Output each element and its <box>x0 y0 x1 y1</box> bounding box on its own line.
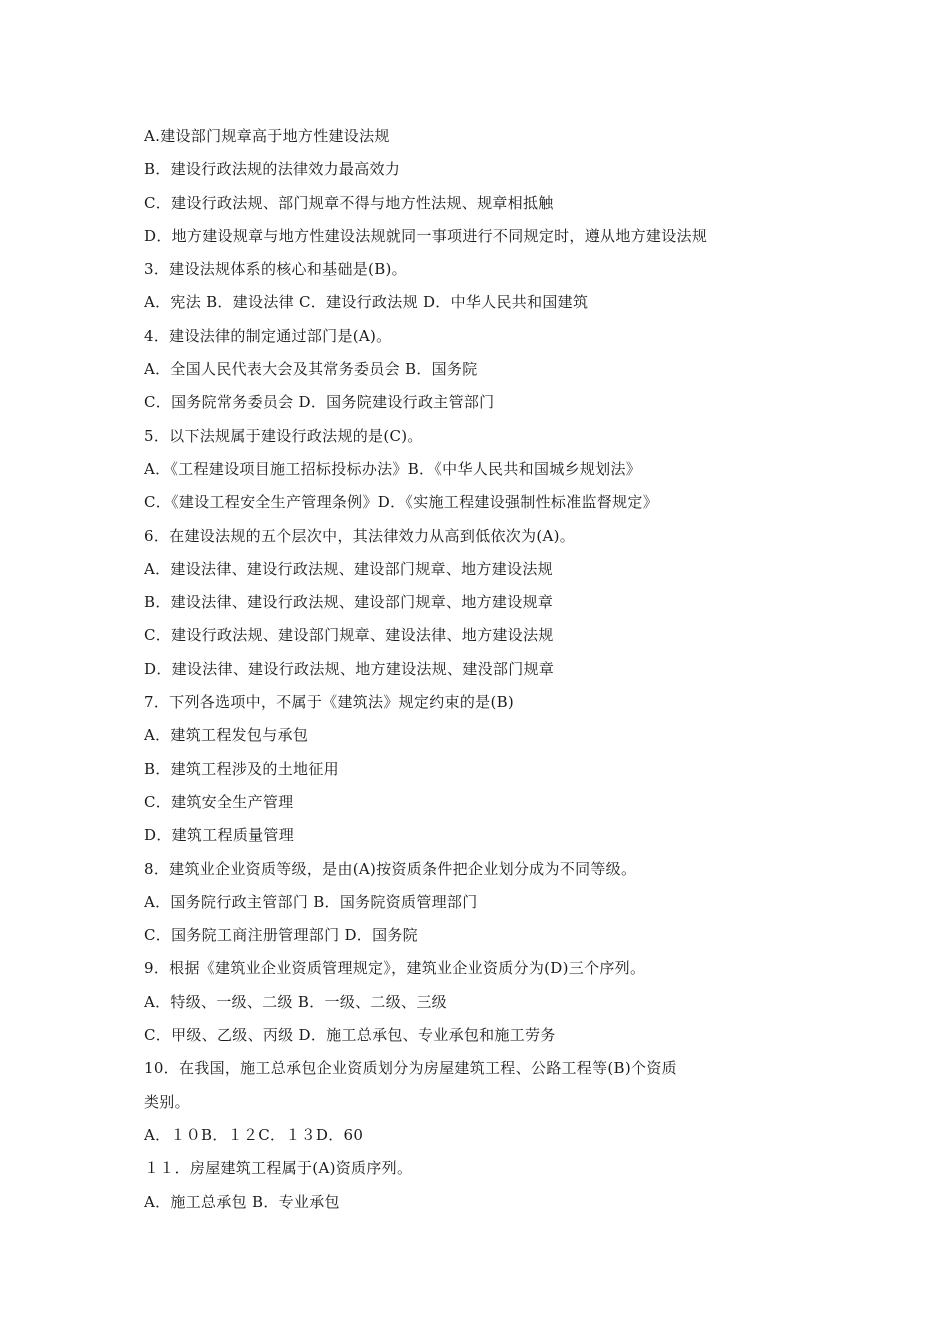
text-line: C．国务院常务委员会 D．国务院建设行政主管部门 <box>144 393 495 412</box>
text-line: A．１０B．１２C．１３D．60 <box>144 1125 364 1144</box>
text-line: A．宪法 B．建设法律 C．建设行政法规 D．中华人民共和国建筑 <box>144 293 589 312</box>
question-line: １１．房屋建筑工程属于(A)资质序列。 <box>144 1159 413 1178</box>
text-line: A．全国人民代表大会及其常务委员会 B．国务院 <box>144 360 478 379</box>
text-line: D．建筑工程质量管理 <box>144 826 295 845</box>
text-line: A．施工总承包 B．专业承包 <box>144 1192 340 1211</box>
text-line: C．建筑安全生产管理 <box>144 792 294 811</box>
document-body <box>144 120 824 1219</box>
text-line: A．国务院行政主管部门 B．国务院资质管理部门 <box>144 892 478 911</box>
question-line: 9．根据《建筑业企业资质管理规定》，建筑业企业资质分为(D)三个序列。 <box>144 959 646 978</box>
question-line: 5．以下法规属于建设行政法规的是(C)。 <box>144 426 423 445</box>
text-line: D．地方建设规章与地方性建设法规就同一事项进行不同规定时，遵从地方建设法规 <box>144 226 708 245</box>
question-line: 10．在我国，施工总承包企业资质划分为房屋建筑工程、公路工程等(B)个资质 <box>144 1059 677 1078</box>
question-line: 8．建筑业企业资质等级，是由(A)按资质条件把企业划分成为不同等级。 <box>144 859 637 878</box>
text-line: A．特级、一级、二级 B．一级、二级、三级 <box>144 992 447 1011</box>
text-line: A．建设法律、建设行政法规、建设部门规章、地方建设法规 <box>144 559 553 578</box>
text-line: C．甲级、乙级、丙级 D．施工总承包、专业承包和施工劳务 <box>144 1026 556 1045</box>
text-line: B．建设法律、建设行政法规、建设部门规章、地方建设规章 <box>144 593 554 612</box>
question-line: 7．下列各选项中，不属于《建筑法》规定约束的是(B) <box>144 693 515 712</box>
text-line: C．《建设工程安全生产管理条例》D．《实施工程建设强制性标准监督规定》 <box>144 493 659 512</box>
text-line: C．建设行政法规、建设部门规章、建设法律、地方建设法规 <box>144 626 554 645</box>
text-line: C．国务院工商注册管理部门 D．国务院 <box>144 926 418 945</box>
text-line: A．建筑工程发包与承包 <box>144 726 309 745</box>
text-line: A.建设部门规章高于地方性建设法规 <box>144 127 390 145</box>
text-line: 类别。 <box>144 1092 190 1111</box>
question-line: 3．建设法规体系的核心和基础是(B)。 <box>144 260 407 279</box>
text-line: B．建筑工程涉及的土地征用 <box>144 759 339 778</box>
text-line: A．《工程建设项目施工招标投标办法》B．《中华人民共和国城乡规划法》 <box>144 459 642 478</box>
question-line: 4．建设法律的制定通过部门是(A)。 <box>144 326 392 345</box>
question-line: 6．在建设法规的五个层次中，其法律效力从高到低依次为(A)。 <box>144 526 576 545</box>
text-line: D．建设法律、建设行政法规、地方建设法规、建没部门规章 <box>144 659 555 678</box>
text-line: C．建设行政法规、部门规章不得与地方性法规、规章相抵触 <box>144 193 554 212</box>
text-line: B．建设行政法规的法律效力最高效力 <box>144 160 401 179</box>
